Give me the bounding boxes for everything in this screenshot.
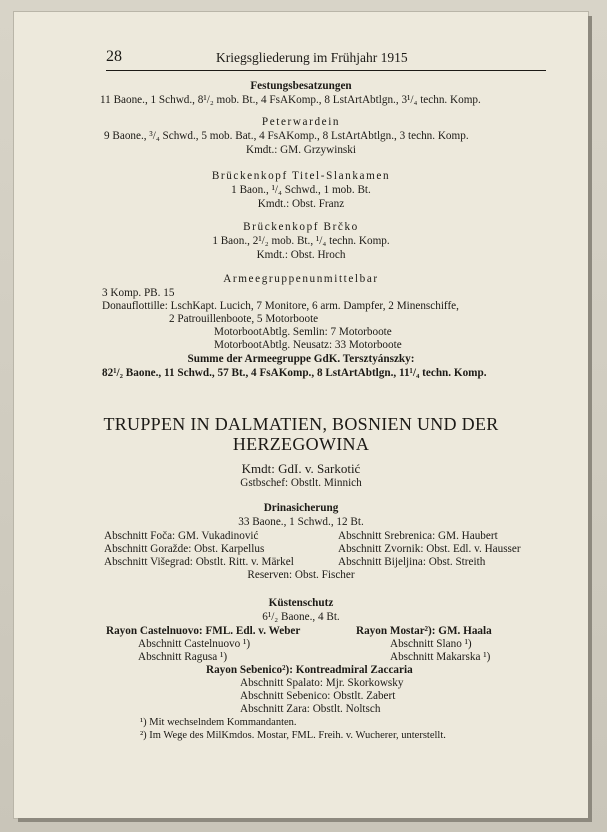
- sebenico-sector-3: Abschnitt Zara: Obstlt. Noltsch: [240, 703, 381, 715]
- running-title: Kriegsgliederung im Frühjahr 1915: [216, 50, 408, 65]
- chapter-title-line-2: HERZEGOWINA: [232, 434, 370, 454]
- section-heading-peterwardein: Peterwardein: [261, 116, 341, 128]
- mostar-sector-2: Abschnitt Makarska ¹): [390, 651, 491, 663]
- summe-strength: 82¹/₂ Baone., 11 Schwd., 57 Bt., 4 FsAKomp., 8 LstArtAbtlgn., 11¹/₄ techn. Komp.: [102, 367, 487, 379]
- brcko-commander: Kmdt.: Obst. Hroch: [256, 249, 346, 261]
- section-heading-festung: Festungsbesatzungen: [250, 80, 352, 92]
- peterwardein-commander: Kmdt.: GM. Grzywinski: [245, 144, 356, 156]
- drina-reserves: Reserven: Obst. Fischer: [247, 569, 355, 581]
- titel-strength: 1 Baon., ¹/₄ Schwd., 1 mob. Bt.: [231, 184, 371, 196]
- section-heading-brcko: Brückenkopf Brčko: [243, 221, 359, 233]
- drina-sector-left-2: Abschnitt Goražde: Obst. Karpellus: [104, 543, 265, 555]
- drina-sector-right-3: Abschnitt Bijeljina: Obst. Streith: [338, 556, 486, 568]
- peterwardein-strength: 9 Baone., ³/₄ Schwd., 5 mob. Bat., 4 FsAKomp., 8 LstArtAbtlgn., 3 techn. Komp.: [104, 130, 469, 142]
- section-heading-titel: Brückenkopf Titel-Slankamen: [211, 170, 391, 182]
- armee-line-4: MotorbootAbtlg. Semlin: 7 Motorboote: [214, 326, 392, 338]
- summe-heading: Summe der Armeegruppe GdK. Tersztyánszky:: [187, 353, 415, 365]
- drina-sector-right-2: Abschnitt Zvornik: Obst. Edl. v. Hausser: [338, 543, 521, 555]
- drina-sector-right-1: Abschnitt Srebrenica: GM. Haubert: [338, 530, 498, 542]
- section-heading-armee: Armeegruppenunmittelbar: [223, 273, 379, 285]
- titel-commander: Kmdt.: Obst. Franz: [257, 198, 345, 210]
- rayon-castelnuovo: Rayon Castelnuovo: FML. Edl. v. Weber: [106, 625, 301, 637]
- drina-sector-left-3: Abschnitt Višegrad: Obstlt. Ritt. v. Märkel: [104, 556, 294, 568]
- sebenico-sector-1: Abschnitt Spalato: Mjr. Skorkowsky: [240, 677, 404, 689]
- dalmatien-chief-of-staff: Gstbschef: Obstlt. Minnich: [240, 477, 362, 489]
- armee-line-2: Donauflottille: LschKapt. Lucich, 7 Monitore, 6 arm. Dampfer, 2 Minenschiffe,: [102, 300, 459, 312]
- footnote-1: ¹) Mit wechselndem Kommandanten.: [140, 717, 297, 728]
- castelnuovo-sector-1: Abschnitt Castelnuovo ¹): [138, 638, 251, 650]
- brcko-strength: 1 Baon., 2¹/₂ mob. Bt., ¹/₄ techn. Komp.: [212, 235, 390, 247]
- drina-strength: 33 Baone., 1 Schwd., 12 Bt.: [238, 516, 364, 528]
- chapter-title-line-1: TRUPPEN IN DALMATIEN, BOSNIEN UND DER: [103, 414, 499, 434]
- rayon-mostar: Rayon Mostar²): GM. Haala: [356, 625, 492, 637]
- castelnuovo-sector-2: Abschnitt Ragusa ¹): [138, 651, 228, 663]
- dalmatien-commander: Kmdt: GdI. v. Sarkotić: [241, 461, 361, 476]
- sebenico-sector-2: Abschnitt Sebenico: Obstlt. Zabert: [240, 690, 396, 702]
- page-number: 28: [106, 48, 122, 65]
- section-heading-kueste: Küstenschutz: [268, 597, 334, 609]
- festung-strength: 11 Baone., 1 Schwd., 8¹/₂ mob. Bt., 4 FsAKomp., 8 LstArtAbtlgn., 3¹/₄ techn. Komp.: [100, 94, 481, 106]
- armee-line-3: 2 Patrouillenboote, 5 Motorboote: [169, 313, 319, 325]
- drina-sector-left-1: Abschnitt Foča: GM. Vukadinović: [104, 530, 259, 542]
- rayon-sebenico: Rayon Sebenico²): Kontreadmiral Zaccaria: [206, 664, 413, 676]
- page-header: [106, 48, 546, 71]
- section-heading-drina: Drinasicherung: [263, 502, 339, 514]
- kueste-strength: 6¹/₂ Baone., 4 Bt.: [262, 611, 340, 623]
- armee-line-5: MotorbootAbtlg. Neusatz: 33 Motorboote: [214, 339, 402, 351]
- mostar-sector-1: Abschnitt Slano ¹): [390, 638, 472, 650]
- footnote-2: ²) Im Wege des MilKmdos. Mostar, FML. Freih. v. Wucherer, unterstellt.: [140, 730, 446, 741]
- armee-line-1: 3 Komp. PB. 15: [102, 287, 175, 299]
- book-page: [14, 12, 588, 818]
